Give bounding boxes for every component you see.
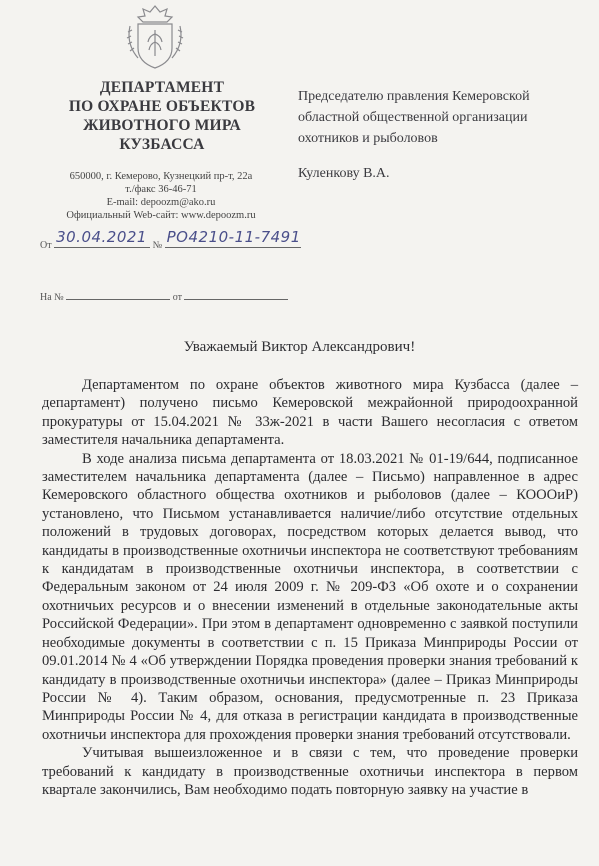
- greeting: Уважаемый Виктор Александрович!: [183, 339, 416, 355]
- department-line: ЖИВОТНОГО МИРА: [83, 117, 241, 134]
- addressee-line: областной общественной организации: [298, 110, 528, 125]
- ref-of-label: от: [172, 292, 182, 303]
- website-line: Официальный Web-сайт: www.depoozm.ru: [66, 210, 256, 221]
- department-line: ДЕПАРТАМЕНТ: [99, 79, 225, 96]
- addressee-line: Председателю правления Кемеровской: [298, 89, 530, 104]
- body-paragraph: В ходе анализа письма департамента от 18.03.2021 № 01-19/644, подписанное заместителем начальника департамента (далее – Письмо) направленное в адрес Кемеровского областного общества охотников и рыболовов (далее – КОООиР) установлено, что Письмом устанавливается наличие/либо отсутствие отдельных положений в трудовых договорах, посредством которых делается вывод, что кандидаты в производственные охотничьи инспектора не соответствуют требованиям к кандидатам в производственные охотничьи инспектора, в соответствии с Федеральным законом от 24 июля 2009 г. № 209-ФЗ «Об охоте и о сохранении охотничьих ресурсов и о внесении изменений в отдельные законодательные акты Российской Федерации». При этом в департамент одновременно с заявкой поступили необходимые документы в соответствии с п. 15 Приказа Минприроды России от 09.01.2014 № 4 «Об утверждении Порядка проведения проверки знания требований к кандидату в производственные охотничьи инспектора» (далее – Приказ Минприроды России № 4). Таким образом, основания, предусмотренные п. 23 Приказа Минприроды России № 4, для отказа в регистрации кандидата в производственные охотничьи инспектора для прохождения проверки знания требований отсутствовали.: [42, 450, 578, 743]
- department-contacts: [30, 170, 292, 222]
- number-field: [165, 228, 301, 248]
- addressee-line: охотников и рыболовов: [298, 131, 438, 146]
- reference-registration-line: [40, 286, 288, 303]
- addressee-name: Куленкову В.А.: [298, 166, 390, 181]
- ref-number-field: [66, 286, 170, 300]
- body-paragraph: Учитывая вышеизложенное и в связи с тем, что проведение проверки требований к кандидату в производственные охотничьи инспектора в первом квартале закончились, Вам необходимо подать повторную заявку на участие в: [42, 745, 578, 798]
- body-paragraph: Департаментом по охране объектов животного мира Кузбасса (далее – департамент) получено письмо Кемеровской межрайонной природоохранной прокуратуры от 15.04.2021 № 33ж-2021 в части Вашего несогласия с ответом заместителя начальника департамента.: [42, 377, 578, 449]
- from-prefix: От: [40, 240, 52, 251]
- department-line: ПО ОХРАНЕ ОБЪЕКТОВ: [68, 98, 256, 115]
- email-line: E-mail: depoozm@ako.ru: [106, 197, 216, 208]
- addressee-block: [298, 86, 588, 184]
- ref-prefix: На №: [40, 292, 64, 303]
- handwritten-date: 30.04.2021: [56, 228, 147, 246]
- department-line: КУЗБАССА: [119, 136, 205, 153]
- coat-of-arms-emblem-icon: [124, 4, 186, 70]
- letter-body: [42, 376, 578, 799]
- ref-date-field: [184, 286, 288, 300]
- department-name: [40, 78, 284, 154]
- outgoing-registration-line: [40, 228, 301, 251]
- date-field: [54, 228, 150, 248]
- number-prefix: №: [152, 240, 163, 251]
- phone-fax-line: т./факс 36-46-71: [125, 184, 197, 195]
- handwritten-number: РО4210-11-7491: [166, 228, 301, 246]
- address-line: 650000, г. Кемерово, Кузнецкий пр-т, 22а: [69, 171, 253, 182]
